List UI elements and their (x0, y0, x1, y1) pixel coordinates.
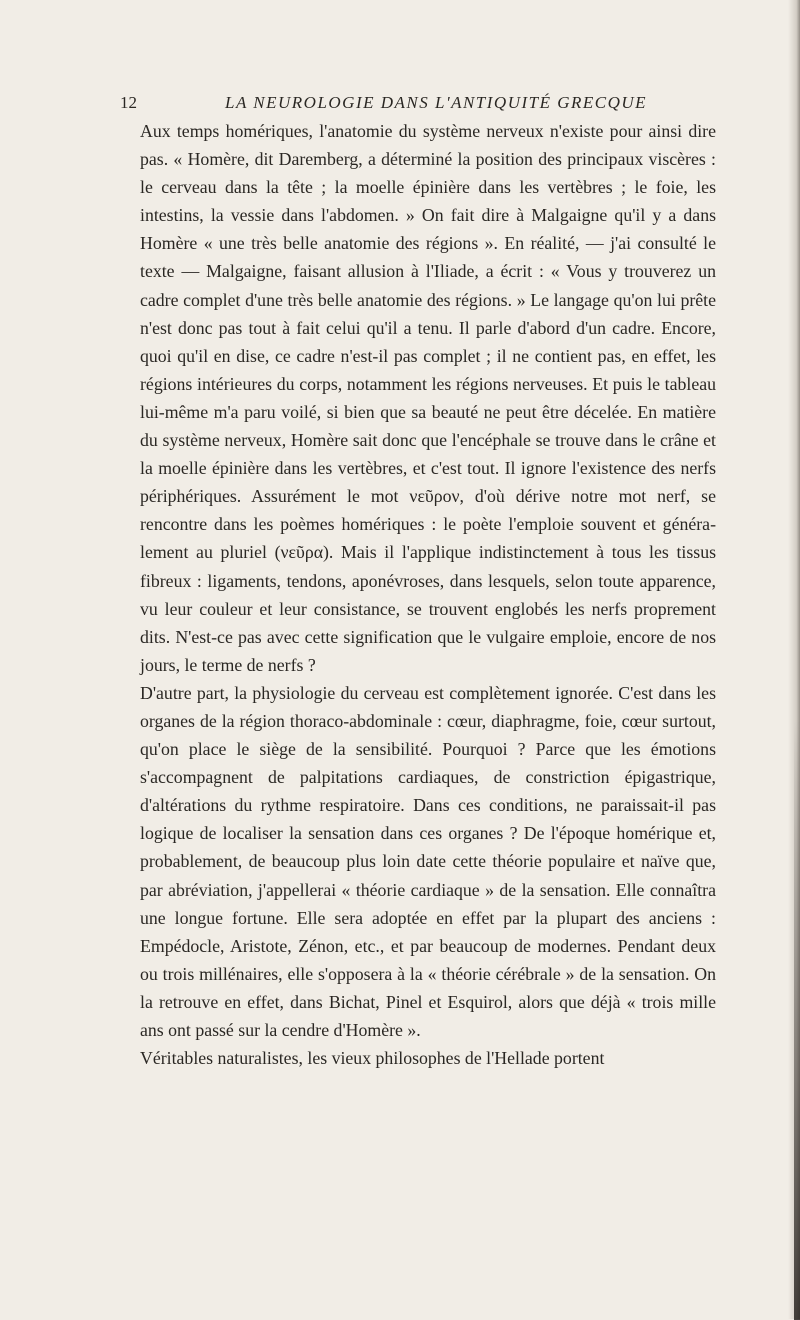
paragraph-naturalists: Véritables naturalistes, les vieux philosophes de l'Hellade portent (140, 1048, 605, 1069)
page-number: 12 (120, 93, 137, 112)
page-edge-mark (794, 720, 800, 1320)
paragraph-homeric-anatomy: Aux temps homériques, l'anatomie du système nerveux n'existe pour ainsi dire pas. « Homère, dit Daremberg, a déterminé la position des principaux viscères : le cerveau dans la tête ; la moelle épinière dans les vertèbres ; le foie, les intestins, la vessie dans l'abdomen. » On fait dire à Malgaigne qu'il y a dans Homère « une très belle anatomie des régions ». En réalité, — j'ai consulté le texte — Malgaigne, faisant allusion à l'Iliade, a écrit : « Vous y trouverez un cadre complet d'une très belle anatomie des régions. » Le langage qu'on lui prête n'est donc pas tout à fait celui qu'il a tenu. Il parle d'abord d'un cadre. Encore, quoi qu'il en dise, ce cadre n'est-il pas complet ; il ne contient pas, en effet, les régions intérieures du corps, notamment les régions nerveuses. Et puis le tableau lui-même m'a paru voilé, si bien que sa beauté ne peut être décelée. En matière du système nerveux, Homère sait donc que l'encéphale se trouve dans le crâne et la moelle épinière dans les vertèbres, et c'est tout. Il ignore l'existence des nerfs périphériques. Assurément le mot νεῦρον, d'où dérive notre mot nerf, se rencontre dans les poèmes homériques : le poète l'emploie souvent et généralement au pluriel (νεῦρα). Mais il l'applique indistinctement à tous les tissus fibreux : ligaments, tendons, aponévroses, dans lesquels, selon toute apparence, vu leur couleur et leur consistance, se trouvent englobés les nerfs proprement dits. N'est-ce pas avec cette signification que le vulgaire emploie, encore de nos jours, le terme de nerfs ? (140, 121, 716, 675)
body-text (140, 117, 716, 1072)
paragraph-cardiac-theory: D'autre part, la physiologie du cerveau est complètement ignorée. C'est dans les organes de la région thoraco-abdominale : cœur, diaphragme, foie, cœur surtout, qu'on place le siège de la sensibilité. Pourquoi ? Parce que les émotions s'accompagnent de palpitations cardiaques, de constriction épigastrique, d'altérations du rythme respiratoire. Dans ces conditions, ne paraissait-il pas logique de localiser la sensation dans ces organes ? De l'époque homérique et, probablement, de beaucoup plus loin date cette théorie populaire et naïve que, par abréviation, j'appellerai « théorie cardiaque » de la sensation. Elle connaîtra une longue fortune. Elle sera adoptée en effet par la plupart des anciens : Empédocle, Aristote, Zénon, etc., et par beaucoup de modernes. Pendant deux ou trois millénaires, elle s'opposera à la « théorie cérébrale » de la sensation. On la retrouve en effet, dans Bichat, Pinel et Esquirol, alors que déjà « trois mille ans ont passé sur la cendre d'Homère ». (140, 682, 716, 1040)
running-title: LA NEUROLOGIE DANS L'ANTIQUITÉ GRECQUE (225, 93, 648, 112)
page-header (120, 90, 680, 116)
